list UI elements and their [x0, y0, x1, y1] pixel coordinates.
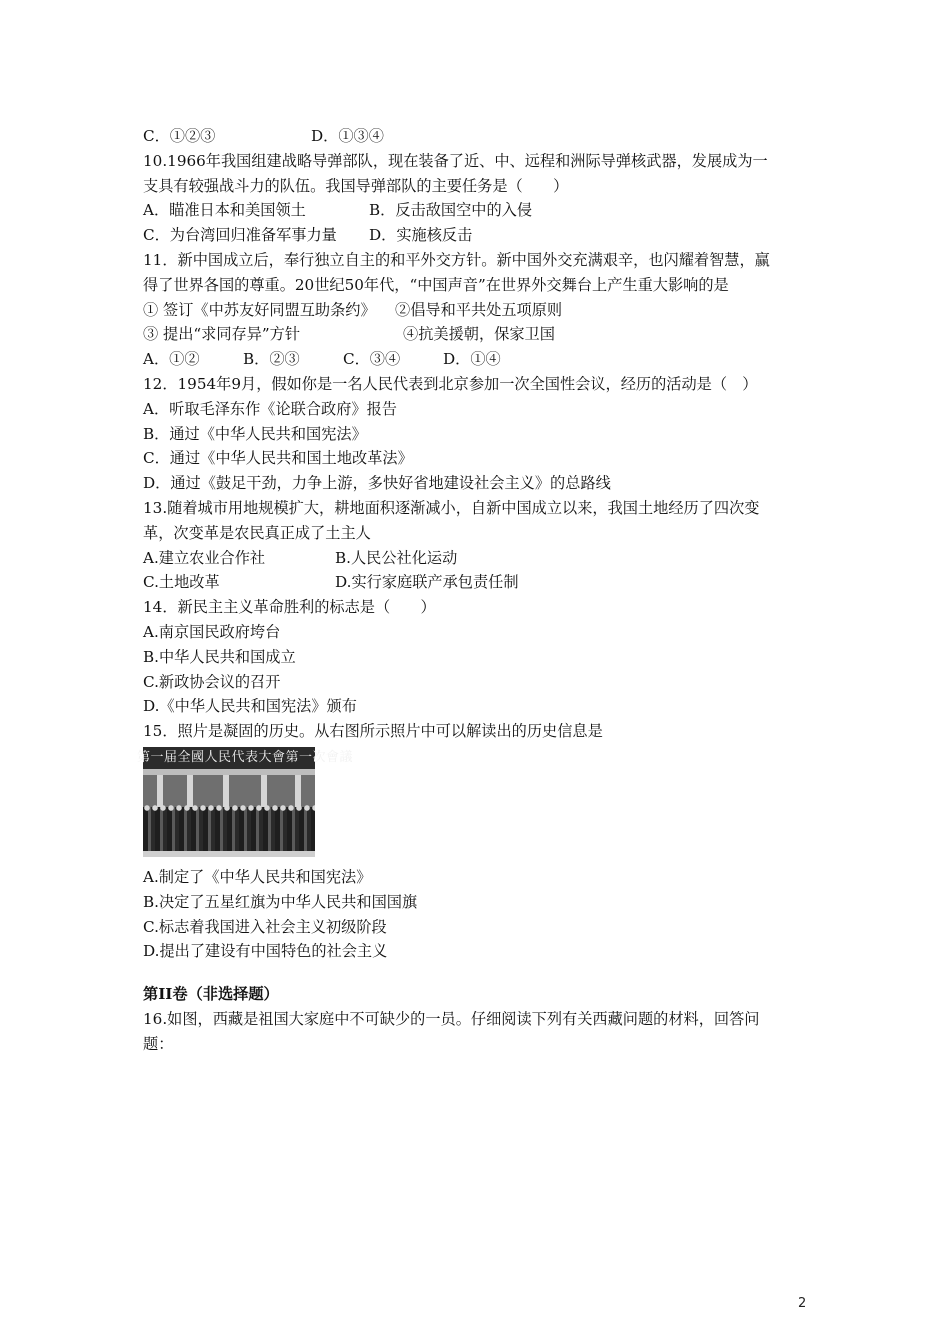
photo-banner: 第一届全國人民代表大會第一次會議	[143, 747, 315, 769]
q10-option-d: D．实施核反击	[369, 226, 473, 245]
q11-item-3: ③ 提出“求同存异”方针	[143, 325, 301, 344]
q11-items-12	[143, 298, 823, 323]
q10-option-c: C．为台湾回归准备军事力量	[143, 226, 337, 245]
q12-option-c: C．通过《中华人民共和国土地改革法》	[143, 449, 413, 468]
q13-options-cd	[143, 570, 823, 595]
q13-option-a: A.建立农业合作社	[143, 548, 266, 567]
q14-option-c: C.新政协会议的召开	[143, 672, 281, 691]
q15-option-a: A.制定了《中华人民共和国宪法》	[143, 867, 372, 886]
q16-stem-line2: 题：	[143, 1034, 174, 1053]
q13-option-d: D.实行家庭联产承包责任制	[335, 573, 519, 592]
q11-options	[143, 347, 823, 372]
q9-option-d: D．①③④	[311, 127, 384, 145]
q10-options-cd	[143, 223, 823, 248]
npc-photo	[137, 747, 354, 857]
q13-stem-line2: 革，次变革是农民真正成了土主人	[143, 523, 371, 542]
q16-stem-line1: 16.如图，西藏是祖国大家庭中不可缺少的一员。仔细阅读下列有关西藏问题的材料，回答问	[143, 1009, 760, 1028]
photo-heads	[143, 803, 315, 813]
section-2-title: 第II卷（非选择题）	[143, 985, 279, 1004]
q10-stem-line2: 支具有较强战斗力的队伍。我国导弹部队的主要任务是（ ）	[143, 176, 569, 195]
q15-option-c: C.标志着我国进入社会主义初级阶段	[143, 917, 387, 936]
q11-option-d: D．①④	[443, 350, 501, 369]
q10-option-b: B．反击敌国空中的入侵	[369, 201, 533, 220]
q10-option-a: A．瞄准日本和美国领土	[143, 201, 306, 220]
q12-option-b: B．通过《中华人民共和国宪法》	[143, 424, 367, 443]
q11-option-a: A．①②	[143, 350, 200, 369]
q14-stem: 14．新民主主义革命胜利的标志是（ ）	[143, 598, 436, 617]
q9-options	[143, 124, 823, 149]
q14-option-a: A.南京国民政府垮台	[143, 622, 281, 641]
photo-ground	[143, 851, 315, 857]
q14-option-b: B.中华人民共和国成立	[143, 647, 296, 666]
q15-option-b: B.决定了五星红旗为中华人民共和国国旗	[143, 892, 418, 911]
q13-option-c: C.土地改革	[143, 573, 220, 592]
q11-option-b: B．②③	[243, 350, 300, 369]
q11-option-c: C．③④	[343, 350, 401, 369]
q11-item-4: ④抗美援朝，保家卫国	[403, 325, 555, 344]
q12-option-d: D．通过《鼓足干劲，力争上游，多快好省地建设社会主义》的总路线	[143, 474, 611, 493]
q12-stem: 12．1954年9月，假如你是一名人民代表到北京参加一次全国性会议，经历的活动是（ ）	[143, 374, 758, 393]
q15-stem: 15．照片是凝固的历史。从右图所示照片中可以解读出的历史信息是	[143, 722, 603, 741]
q11-item-2: ②倡导和平共处五项原则	[395, 300, 563, 319]
q11-items-34	[143, 322, 823, 347]
q13-option-b: B.人民公社化运动	[335, 548, 458, 567]
q11-stem-line2: 得了世界各国的尊重。20世纪50年代，“中国声音”在世界外交舞台上产生重大影响的是	[143, 275, 729, 294]
q13-stem-line1: 13.随着城市用地规模扩大，耕地面积逐渐减小，自新中国成立以来，我国土地经历了四次变	[143, 498, 760, 517]
q10-options-ab	[143, 198, 823, 223]
q14-option-d: D.《中华人民共和国宪法》颁布	[143, 697, 357, 716]
q11-stem-line1: 11．新中国成立后，奉行独立自主的和平外交方针。新中国外交充满艰辛，也闪耀着智慧，赢	[143, 250, 770, 269]
page-number: 2	[798, 1296, 807, 1311]
exam-page	[137, 124, 823, 1057]
q9-option-c: C．①②③	[143, 127, 216, 145]
q15-option-d: D.提出了建设有中国特色的社会主义	[143, 942, 388, 961]
q13-options-ab	[143, 546, 823, 571]
q11-item-1: ① 签订《中苏友好同盟互助条约》	[143, 300, 376, 319]
photo-crowd	[143, 807, 315, 851]
q10-stem-line1: 10.1966年我国组建战略导弹部队，现在装备了近、中、远程和洲际导弹核武器，发展成为一	[143, 151, 768, 170]
q12-option-a: A．听取毛泽东作《论联合政府》报告	[143, 399, 397, 418]
